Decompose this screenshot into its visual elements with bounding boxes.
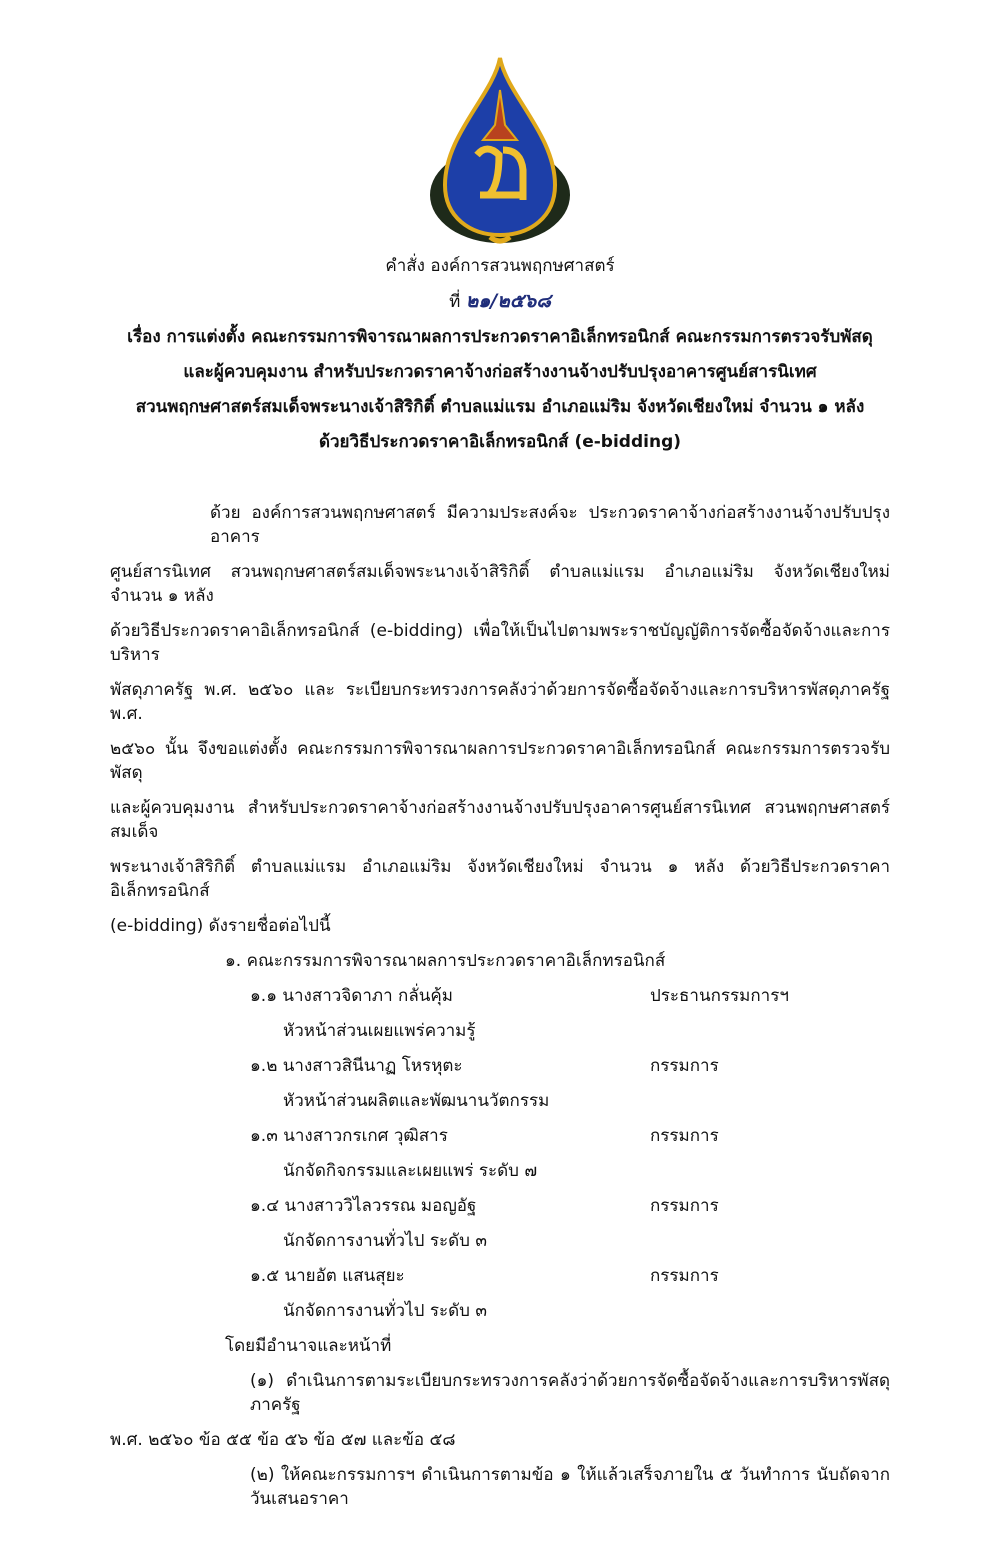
member-position: หัวหน้าส่วนผลิตและพัฒนานวัตกรรม [283,1091,550,1111]
subject-line: เรื่อง การแต่งตั้ง คณะกรรมการพิจารณาผลการประกวดราคาอิเล็กทรอนิกส์ คณะกรรมการตรวจรับพัสดุ [127,327,873,347]
order-title: คำสั่ง องค์การสวนพฤกษศาสตร์ [385,256,615,276]
subject-line: สวนพฤกษศาสตร์สมเด็จพระนางเจ้าสิริกิติ์ ตำบลแม่แรม อำเภอแม่ริม จังหวัดเชียงใหม่ จำนวน ๑ หลัง [135,397,865,417]
duty-line: พ.ศ. ๒๕๖๐ ข้อ ๕๕ ข้อ ๕๖ ข้อ ๕๗ และข้อ ๕๘ [110,1430,456,1450]
body-line: และผู้ควบคุมงาน สำหรับประกวดราคาจ้างก่อสร้างงานจ้างปรับปรุงอาคารศูนย์สารนิเทศ สวนพฤกษศาสตร์สมเด็จ [110,798,890,842]
duties-heading: โดยมีอำนาจและหน้าที่ [225,1336,392,1356]
member-row [110,1054,890,1089]
member-role: ประธานกรรมการฯ [650,986,789,1006]
body-line: (e-bidding) ดังรายชื่อต่อไปนี้ [110,916,331,936]
member-position: นักจัดการงานทั่วไป ระดับ ๓ [283,1231,487,1251]
member-row [110,984,890,1019]
member-name: ๑.๓ นางสาวกรเกศ วุฒิสาร [250,1126,448,1146]
member-row [110,1264,890,1299]
member-position: นักจัดการงานทั่วไป ระดับ ๓ [283,1301,487,1321]
body-line: ด้วย องค์การสวนพฤกษศาสตร์ มีความประสงค์จะ ประกวดราคาจ้างก่อสร้างงานจ้างปรับปรุงอาคาร [210,503,890,547]
member-role: กรรมการ [650,1056,719,1076]
number-prefix: ที่ [449,292,461,312]
order-number [110,289,890,314]
member-row [110,1194,890,1229]
member-name: ๑.๕ นายอัต แสนสุยะ [250,1266,405,1286]
member-name: ๑.๒ นางสาวสินีนาฏ โหรหุตะ [250,1056,463,1076]
member-name: ๑.๑ นางสาวจิดาภา กลั่นคุ้ม [250,986,453,1006]
member-name: ๑.๔ นางสาววิไลวรรณ มอญอัฐ [250,1196,477,1216]
subject-line: ด้วยวิธีประกวดราคาอิเล็กทรอนิกส์ (e-bidding) [318,432,682,452]
logo-area [0,0,1000,250]
member-role: กรรมการ [650,1266,719,1286]
teardrop-shield [445,58,555,235]
member-role: กรรมการ [650,1196,719,1216]
member-position: นักจัดกิจกรรมและเผยแพร่ ระดับ ๗ [283,1161,538,1181]
duty-line: (๑) ดำเนินการตามระเบียบกระทรวงการคลังว่าด้วยการจัดซื้อจัดจ้างและการบริหารพัสดุภาครัฐ [250,1371,890,1415]
body-line: ศูนย์สารนิเทศ สวนพฤกษศาสตร์สมเด็จพระนางเจ้าสิริกิติ์ ตำบลแม่แรม อำเภอแม่ริม จังหวัดเชียงใหม่ จำนวน ๑ หลัง [110,562,890,606]
organization-emblem-logo [425,55,575,250]
member-role: กรรมการ [650,1126,719,1146]
handwritten-number: ๒๑/๒๕๖๘ [465,290,551,312]
body-line: พัสดุภาครัฐ พ.ศ. ๒๕๖๐ และ ระเบียบกระทรวงการคลังว่าด้วยการจัดซื้อจัดจ้างและการบริหารพัสดุภาครัฐ พ.ศ. [110,680,890,724]
body-line: พระนางเจ้าสิริกิติ์ ตำบลแม่แรม อำเภอแม่ริม จังหวัดเชียงใหม่ จำนวน ๑ หลัง ด้วยวิธีประกวดราคาอิเล็กทรอนิกส์ [110,857,890,901]
body-line: ๒๕๖๐ นั้น จึงขอแต่งตั้ง คณะกรรมการพิจารณาผลการประกวดราคาอิเล็กทรอนิกส์ คณะกรรมการตรวจรับพัสดุ [110,739,890,783]
subject-line: และผู้ควบคุมงาน สำหรับประกวดราคาจ้างก่อสร้างงานจ้างปรับปรุงอาคารศูนย์สารนิเทศ [183,362,817,382]
document-body [0,250,1000,1562]
body-line: ด้วยวิธีประกวดราคาอิเล็กทรอนิกส์ (e-bidding) เพื่อให้เป็นไปตามพระราชบัญญัติการจัดซื้อจัดจ้างและการบริหาร [110,621,890,665]
committee-heading: ๑. คณะกรรมการพิจารณาผลการประกวดราคาอิเล็กทรอนิกส์ [225,951,666,971]
duty-line: (๒) ให้คณะกรรมการฯ ดำเนินการตามข้อ ๑ ให้แล้วเสร็จภายใน ๕ วันทำการ นับถัดจากวันเสนอราคา [250,1465,890,1509]
member-position: หัวหน้าส่วนเผยแพร่ความรู้ [283,1021,476,1041]
member-row [110,1124,890,1159]
spacer [110,465,890,501]
